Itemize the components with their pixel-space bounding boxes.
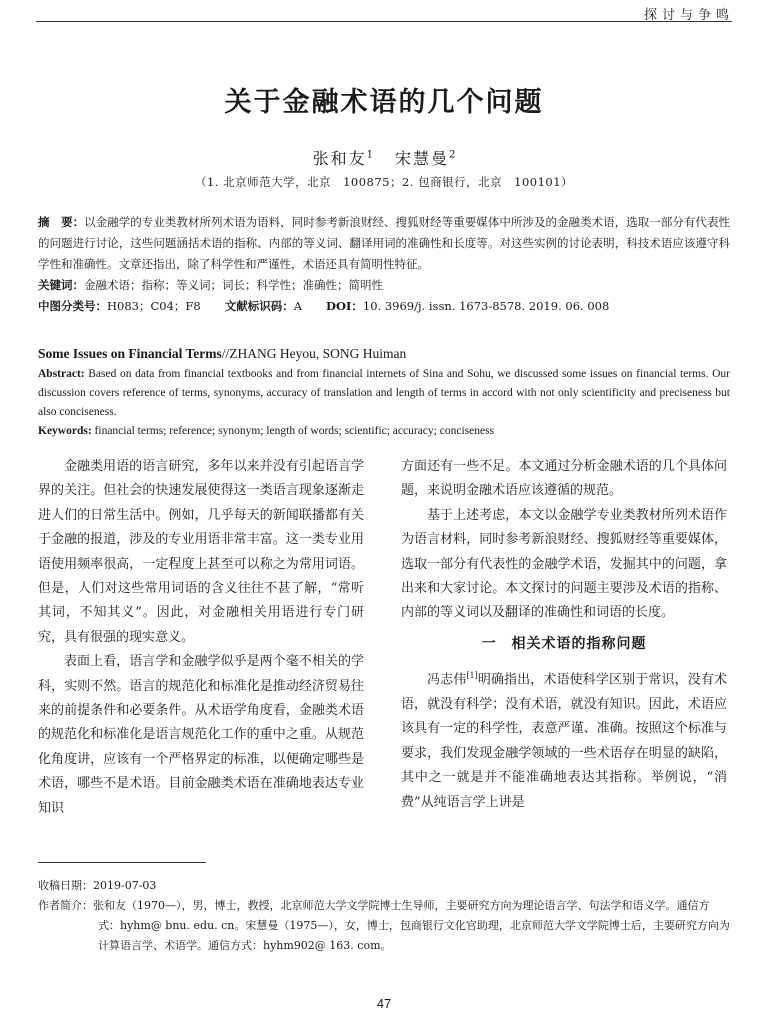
chinese-keywords <box>38 275 730 296</box>
abstract-label: 摘 要： <box>38 215 85 229</box>
abstract-text: 以金融学的专业类教材所列术语为语料，同时参考新浪财经、搜狐财经等重要媒体中所涉及的金融类术语，选取一部分有代表性的问题进行讨论，这些问题涵括术语的指称、内部的等义词、翻译用词的准确性和长度等。对这些实例的讨论表明，科技术语应该遵守科学性和准确性。文章还指出，除了科学性和严谨性，术语还具有简明性特征。 <box>38 215 730 271</box>
author-2: 宋慧曼 <box>395 149 450 168</box>
doc-code-value: A <box>293 299 303 313</box>
keywords-label: 关键词： <box>38 278 84 292</box>
author-2-affiliation-mark: 2 <box>449 149 456 161</box>
body-paragraph: 基于上述考虑，本文以金融学专业类教材所列术语作为语言材料，同时参考新浪财经、搜狐财经等重要媒体，选取一部分有代表性的金融学术语，发掘其中的问题，拿出来和大家讨论。本文探讨的问题主要涉及术语的指称、内部的等义词以及翻译的准确性和词语的长度。 <box>401 507 727 621</box>
english-keywords-text: financial terms; reference; synonym; length of words; scientific; accuracy; conciseness <box>91 425 495 437</box>
header-rule <box>36 21 732 22</box>
author-line <box>0 146 768 169</box>
doi-value: 10. 3969/j. issn. 1673-8578. 2019. 06. 008 <box>362 299 610 313</box>
body-column-right <box>401 455 727 815</box>
doc-code-label: 文献标识码： <box>224 299 294 313</box>
affiliations: （1. 北京师范大学，北京 100875；2. 包商银行，北京 100101） <box>194 175 574 189</box>
english-keywords-label: Keywords: <box>38 425 92 437</box>
section-heading: 一 相关术语的指称问题 <box>481 635 647 652</box>
english-abstract-text: Based on data from financial textbooks and from financial internets of Sina and Sohu, we discussed some issues on financial terms. Our discussion covers reference of terms, synonyms, accuracy of translation and length of terms in accord with not only scientificity and preciseness but also conciseness. <box>38 368 730 418</box>
english-title: Some Issues on Financial Terms <box>38 346 222 361</box>
body-paragraph: 表面上看，语言学和金融学似乎是两个毫不相关的学科，实则不然。语言的规范化和标准化是推动经济贸易往来的前提条件和必要条件。从术语学角度看，金融类术语的规范化和标准化是语言规范化工作的重中之重。从规范化角度讲，应该有一个严格界定的标准，以便确定哪些是术语，哪些不是术语。目前金融类术语在准确地表达专业知识 <box>38 654 364 816</box>
chinese-abstract <box>38 212 730 275</box>
body-paragraph <box>401 664 727 815</box>
journal-section-header: 探讨与争鸣 <box>643 8 734 23</box>
chinese-abstract-block <box>38 212 730 317</box>
footnotes <box>38 876 730 956</box>
doi-label: DOI： <box>326 299 363 313</box>
paragraph-text: 明确指出，术语使科学区别于常识，没有术语，就没有科学；没有术语，就没有知识。因此，术语应该具有一定的科学性，表意严谨、准确。按照这个标准与要求，我们发现金融学领域的一些术语存在明显的缺陷，其中之一就是并不能准确地表达其指称。举例说，“消费”从纯语言学上讲是 <box>401 672 727 810</box>
author-bio: 作者简介：张和友（1970—），男，博士，教授，北京师范大学文学院博士生导师，主要研究方向为理论语言学、句法学和语义学。通信方式：hyhm@ bnu. edu. cn。宋慧曼（1975—），女，博士，包商银行文化官助理，北京师范大学文学院博士后，主要研究方向为计算语言学、术语学。通信方式：hyhm902@ 163. com。 <box>38 899 730 952</box>
author-1: 张和友 <box>312 149 367 168</box>
english-abstract-block <box>38 344 730 441</box>
body-paragraph: 方面还有一些不足。本文通过分析金融术语的几个具体问题，来说明金融术语应该遵循的规范。 <box>401 459 727 499</box>
english-abstract <box>38 365 730 422</box>
body-paragraph: 金融类用语的语言研究，多年以来并没有引起语言学界的关注。但社会的快速发展使得这一类语言现象逐渐走进人们的日常生活中。例如，几乎每天的新闻联播都有关于金融的报道，涉及的专业用语非常丰富。这一类专业用语使用频率很高，一定程度上甚至可以称之为常用词语。但是，人们对这些常用词语的含义往往不甚了解，“常听其词，不知其义”。因此，对金融相关用语进行专门研究，具有很强的现实意义。 <box>38 459 364 645</box>
keywords-text: 金融术语；指称；等义词；词长；科学性；准确性；简明性 <box>84 278 383 292</box>
english-authors: //ZHANG Heyou, SONG Huiman <box>221 346 407 361</box>
page-number: 47 <box>376 996 392 1011</box>
citation-link[interactable]: [1] <box>466 671 478 681</box>
cited-author: 冯志伟 <box>427 672 467 688</box>
clc-label: 中图分类号： <box>38 299 107 313</box>
clc-value: H083；C04；F8 <box>107 299 201 313</box>
received-date: 收稿日期：2019-07-03 <box>38 879 157 892</box>
article-title: 关于金融术语的几个问题 <box>224 87 544 118</box>
english-title-line <box>38 344 730 363</box>
english-abstract-label: Abstract: <box>38 368 85 380</box>
footnote-rule <box>38 862 206 863</box>
classification-line <box>38 296 730 317</box>
body-column-left <box>38 455 364 821</box>
author-1-affiliation-mark: 1 <box>366 149 373 161</box>
english-keywords <box>38 422 730 441</box>
